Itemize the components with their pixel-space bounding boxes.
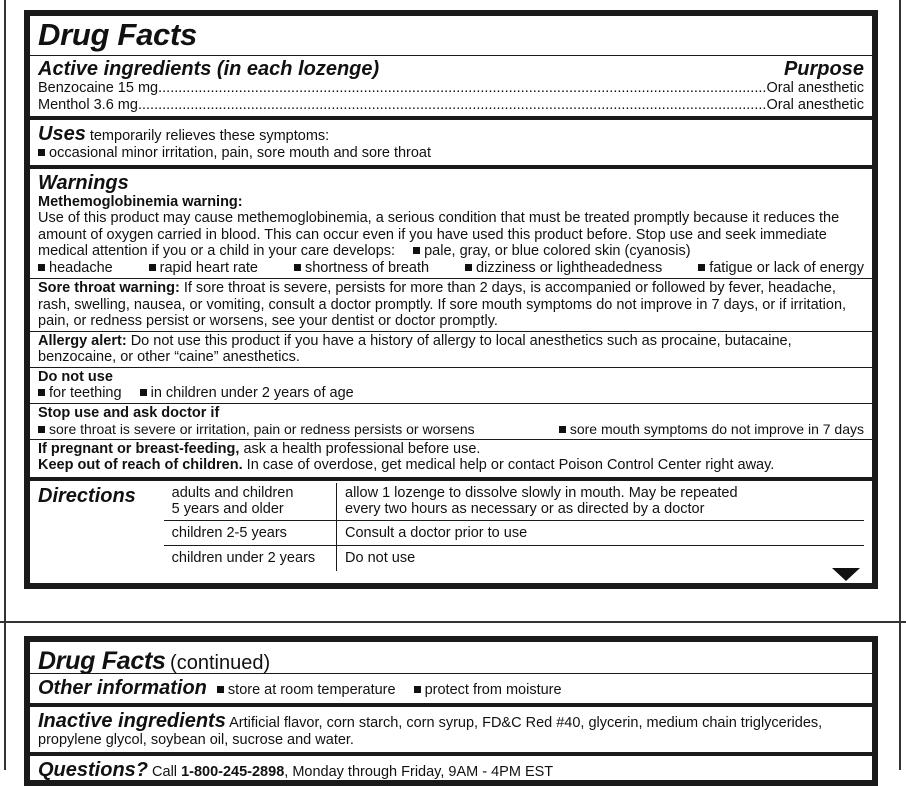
- package-edge-left-lower: [4, 623, 6, 770]
- do-not-use-bullet: in children under 2 years of age: [150, 385, 354, 401]
- meth-bullet-text: dizziness or lightheadedness: [476, 259, 663, 276]
- active-header-row: [38, 58, 864, 80]
- package-edge-right: [899, 0, 901, 622]
- drug-facts-title-section: [30, 16, 872, 56]
- bullet-square: [413, 247, 420, 254]
- questions-prefix: Call: [152, 763, 178, 780]
- inactive-ingredients-section: [30, 707, 872, 756]
- meth-bullet-text: headache: [49, 259, 113, 276]
- meth-bullet: [698, 260, 864, 277]
- allergy-heading: Allergy alert:: [38, 332, 127, 349]
- directions-what: [337, 483, 865, 521]
- inactive-ingredients-heading: Inactive ingredients: [38, 710, 226, 732]
- questions-section: [30, 756, 872, 781]
- active-ingredient-name: Benzocaine 15 mg: [38, 80, 159, 96]
- what-line: allow 1 lozenge to dissolve slowly in mouth. May be repeated: [345, 484, 738, 501]
- table-row: [38, 483, 864, 521]
- meth-bullet-text: fatigue or lack of energy: [709, 259, 864, 276]
- directions-who: children under 2 years: [164, 546, 337, 571]
- do-not-use-bullets: [38, 385, 864, 402]
- sore-throat-heading: Sore throat warning:: [38, 280, 180, 296]
- directions-what: Consult a doctor prior to use: [337, 520, 865, 546]
- active-ingredient-purpose: Oral anesthetic: [766, 96, 864, 113]
- keep-out-heading: Keep out of reach of children.: [38, 457, 243, 473]
- meth-bullet-text: rapid heart rate: [159, 259, 258, 276]
- drug-facts-title: Drug Facts: [38, 17, 197, 52]
- uses-heading: Uses: [38, 123, 86, 145]
- other-information-heading: Other information: [38, 677, 207, 699]
- meth-bullet-text: shortness of breath: [304, 259, 430, 276]
- uses-intro: temporarily relieves these symptoms:: [89, 128, 330, 144]
- stop-use-bullet: [38, 421, 475, 438]
- allergy-section: [30, 332, 872, 368]
- bullet-square: [38, 149, 45, 156]
- pregnant-heading: If pregnant or breast-feeding,: [38, 440, 240, 457]
- package-edge-right-lower: [899, 623, 901, 770]
- keep-out-line: [38, 457, 864, 474]
- package-divider: [0, 621, 906, 623]
- leader-dots: [158, 80, 766, 97]
- active-ingredient-purpose: Oral anesthetic: [766, 80, 864, 96]
- drug-facts-panel: [24, 10, 878, 589]
- directions-section: [30, 481, 872, 591]
- drug-facts-continued-panel: [24, 636, 878, 786]
- table-row: [38, 520, 864, 546]
- stop-use-section: [30, 404, 872, 440]
- active-ingredients-section: [30, 56, 872, 120]
- directions-who: [164, 483, 337, 521]
- stop-use-heading: Stop use and ask doctor if: [38, 404, 220, 421]
- directions-what: Do not use: [345, 550, 416, 566]
- meth-bullet: [149, 260, 258, 277]
- inactive-ingredients-text: Artificial flavor, corn starch, corn syrup, FD&C Red #40, glycerin, medium chain triglycerides, propylene glycol, soybean oil, sucrose and water.: [38, 715, 823, 748]
- continued-title-section: [30, 642, 872, 674]
- directions-table: [38, 483, 864, 571]
- warnings-meth-section: [30, 169, 872, 280]
- stop-use-bullet-text: sore throat is severe or irritation, pain or redness persists or worsens: [49, 421, 475, 437]
- meth-bullets: [38, 260, 864, 277]
- leader-dots: [138, 97, 767, 114]
- purpose-heading: Purpose: [783, 58, 864, 80]
- meth-heading: Methemoglobinemia warning:: [38, 193, 243, 210]
- other-information-section: [30, 674, 872, 707]
- active-ingredient-row: [38, 97, 864, 114]
- continued-arrow-icon: [832, 568, 860, 581]
- active-ingredients-heading: Active ingredients (in each lozenge): [38, 58, 380, 80]
- meth-text: [38, 210, 864, 260]
- questions-suffix: , Monday through Friday, 9AM - 4PM EST: [284, 763, 554, 780]
- table-row: [38, 546, 864, 571]
- active-ingredient-row: [38, 80, 864, 97]
- other-bullet: protect from moisture: [424, 682, 562, 698]
- other-bullet: store at room temperature: [227, 682, 396, 698]
- continued-title: Drug Facts: [38, 647, 166, 675]
- stop-use-bullets: [38, 421, 864, 438]
- pregnant-keepout-section: [30, 440, 872, 481]
- pregnant-line: [38, 441, 864, 458]
- who-line: adults and children: [171, 484, 294, 501]
- pregnant-text: ask a health professional before use.: [243, 440, 481, 457]
- uses-section: [30, 120, 872, 169]
- directions-who: children 2-5 years: [164, 520, 337, 546]
- allergy-text: Do not use this product if you have a history of allergy to local anesthetics such as procaine, butacaine, benzocaine, or other “caine” anesthetics.: [38, 332, 792, 365]
- do-not-use-bullet: for teething: [49, 385, 122, 401]
- do-not-use-heading: Do not use: [38, 368, 113, 385]
- phone-number: 1-800-245-2898: [181, 763, 285, 780]
- uses-bullet: [38, 145, 864, 162]
- meth-bullet-inline: pale, gray, or blue colored skin (cyanosis): [424, 243, 691, 259]
- stop-use-bullet-text: sore mouth symptoms do not improve in 7 days: [569, 421, 864, 437]
- continued-suffix: (continued): [170, 652, 271, 674]
- sore-throat-text: If sore throat is severe, persists for more than 2 days, is accompanied or followed by fever, headache, rash, swelling, nausea, or vomiting, consult a doctor promptly. If sore mouth symptoms do not improve in 7 days, or if irritation, pain, or redness persist or worsens, see your dentist or doctor promptly.: [38, 280, 847, 329]
- meth-bullet: [38, 260, 113, 277]
- meth-bullet: [465, 260, 662, 277]
- active-ingredient-name: Menthol 3.6 mg: [38, 96, 138, 113]
- do-not-use-section: [30, 368, 872, 404]
- what-line: every two hours as necessary or as directed by a doctor: [345, 501, 705, 517]
- keep-out-text: In case of overdose, get medical help or contact Poison Control Center right away.: [246, 457, 775, 473]
- meth-body: Use of this product may cause methemoglobinemia, a serious condition that must be treated promptly because it reduces the amount of oxygen carried in blood. This can occur even if you have used this product before. Stop use and seek immediate medical attention if you or a child in your care develops:: [38, 210, 840, 259]
- uses-bullet-text: occasional minor irritation, pain, sore mouth and sore throat: [49, 145, 432, 161]
- package-edge-left: [4, 0, 6, 622]
- sore-throat-section: [30, 279, 872, 332]
- meth-bullet: [294, 260, 429, 277]
- uses-line: [38, 123, 864, 145]
- questions-heading: Questions?: [38, 758, 149, 781]
- who-line: 5 years and older: [171, 501, 284, 517]
- directions-heading: Directions: [38, 484, 136, 507]
- warnings-heading: Warnings: [38, 171, 129, 194]
- stop-use-bullet: [559, 421, 864, 438]
